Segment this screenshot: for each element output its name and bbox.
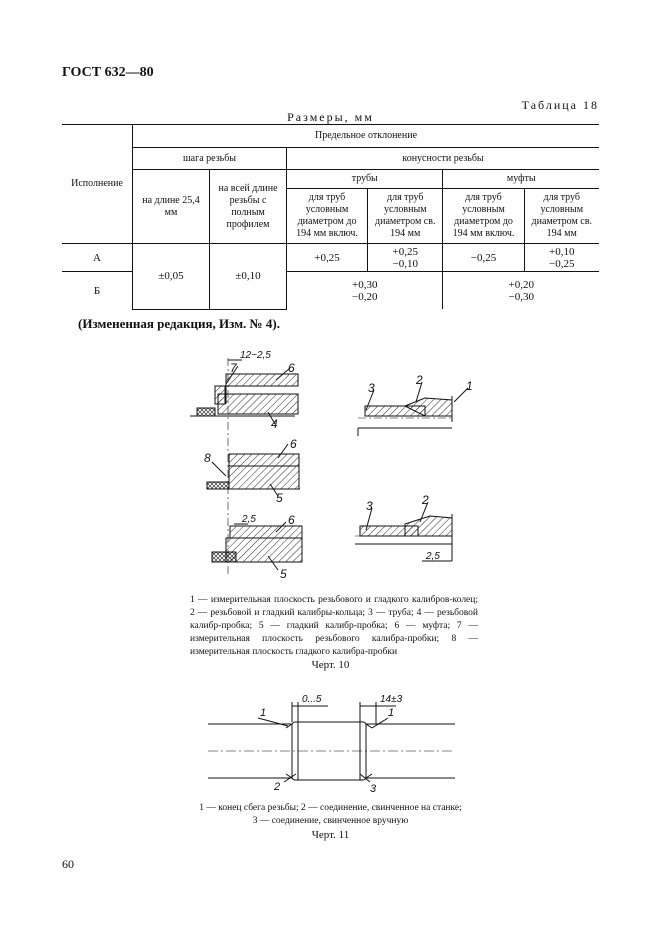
table-number: Таблица 18 xyxy=(521,98,599,112)
row-a-pipe-to: +0,25 xyxy=(287,244,368,272)
svg-text:8: 8 xyxy=(204,451,211,465)
svg-text:6: 6 xyxy=(288,361,295,375)
row-a-name: А xyxy=(62,244,133,272)
svg-text:5: 5 xyxy=(280,567,287,581)
row-a-coupling-over: +0,10 −0,25 xyxy=(524,244,599,272)
svg-text:2: 2 xyxy=(274,781,281,793)
pitch-full-value: ±0,10 xyxy=(210,244,287,310)
standard-number: ГОСТ 632—80 xyxy=(62,65,154,80)
header-full-length: на всей длине резьбы с полным профилем xyxy=(210,170,287,244)
amendment-note: (Измененная редакция, Изм. № 4). xyxy=(78,316,280,331)
header-coupling-to-194: для труб условным диаметром до 194 мм включ. xyxy=(443,189,524,244)
fig10-dim-mid: 2,5 xyxy=(242,514,256,525)
svg-text:3: 3 xyxy=(366,499,373,513)
svg-text:2: 2 xyxy=(416,373,423,387)
header-coupling-over-194: для труб условным диаметром св. 194 мм xyxy=(524,189,599,244)
svg-text:3: 3 xyxy=(370,783,377,793)
header-limit-deviation: Предельное отклонение xyxy=(133,125,600,148)
svg-text:1: 1 xyxy=(260,707,267,719)
figure-11-drawing xyxy=(200,688,462,793)
header-thread-pitch: шага резьбы xyxy=(133,148,287,170)
fig11-dim-a: 0...5 xyxy=(302,694,322,705)
figure-10-title: Черт. 10 xyxy=(311,659,350,671)
sizes-caption: Размеры, мм xyxy=(287,110,374,124)
row-a-coupling-to: −0,25 xyxy=(443,244,524,272)
svg-text:4: 4 xyxy=(271,417,278,431)
tolerance-table xyxy=(62,124,599,310)
figure-10-drawing xyxy=(190,346,480,586)
header-len-25: на длине 25,4 мм xyxy=(133,170,210,244)
row-a-pipe-over: +0,25 −0,10 xyxy=(368,244,443,272)
figure-11-caption: 1 — конец сбега резьбы; 2 — соединение, свинченное на станке; 3 — соединение, свинченное вручную xyxy=(199,803,462,826)
header-pipe-over-194: для труб условным диаметром св. 194 мм xyxy=(368,189,443,244)
svg-text:1: 1 xyxy=(466,379,473,393)
pitch-25-value: ±0,05 xyxy=(133,244,210,310)
svg-text:5: 5 xyxy=(276,491,283,505)
svg-text:1: 1 xyxy=(388,707,395,719)
page-number: 60 xyxy=(62,857,74,871)
fig10-dim-top: 12−2,5 xyxy=(240,350,271,361)
fig11-dim-b: 14±3 xyxy=(380,694,403,705)
svg-text:7: 7 xyxy=(230,361,237,375)
row-b-coupling: +0,20 −0,30 xyxy=(443,272,599,310)
svg-text:6: 6 xyxy=(288,513,295,527)
header-pipe-to-194: для труб условным диаметром до 194 мм включ. xyxy=(287,189,368,244)
figure-10-caption: 1 — измерительная плоскость резьбового и гладкого калибров-колец; 2 — резьбовой и гладкий калибры-кольца; 3 — труба; 4 — резьбовой калибр-пробка; 5 — гладкий калибр-пробка; 6 — муфта; 7 — измерительная плоскость резьбового калибра-пробки; 8 — измерительная плоскость гладкого калибра-пробки xyxy=(190,595,478,657)
header-thread-taper: конусности резьбы xyxy=(287,148,600,170)
svg-text:2: 2 xyxy=(422,493,429,507)
header-couplings: муфты xyxy=(443,170,599,189)
row-b-pipe: +0,30 −0,20 xyxy=(287,272,443,310)
header-pipes: трубы xyxy=(287,170,443,189)
figure-11-title: Черт. 11 xyxy=(311,829,350,841)
svg-text:6: 6 xyxy=(290,437,297,451)
row-b-name: Б xyxy=(62,272,133,310)
fig10-dim-right: 2,5 xyxy=(426,551,440,562)
svg-text:3: 3 xyxy=(368,381,375,395)
header-execution: Исполнение xyxy=(62,125,133,244)
